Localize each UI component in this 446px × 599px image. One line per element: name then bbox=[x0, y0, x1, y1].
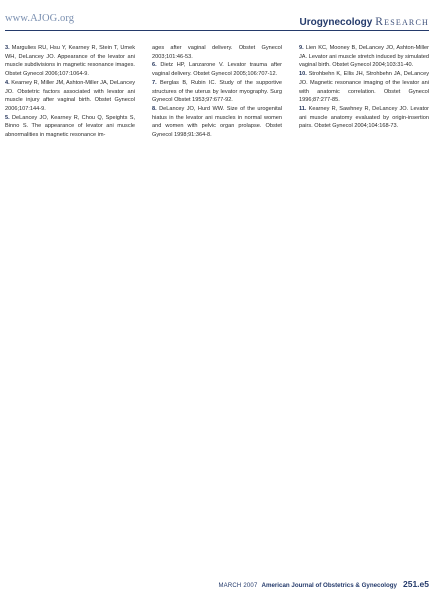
reference-number: 8. bbox=[152, 105, 157, 112]
reference-number: 5. bbox=[5, 114, 10, 121]
reference-text: Strohbehn K, Ellis JH, Strohbehn JA, DeLancey JO. Magnetic resonance imaging of the levator ani with anatomic correlation. Obstet Gynecol 1996;87:277-85. bbox=[299, 71, 430, 104]
journal-ampersand: & bbox=[355, 582, 360, 589]
reference-item bbox=[5, 44, 135, 79]
page-header bbox=[5, 13, 429, 29]
header-divider bbox=[5, 30, 429, 31]
reference-text: Kearney R, Miller JM, Ashton-Miller JA, DeLancey JO. Obstetric factors associated with levator ani muscle injury after vaginal birth. Obstet Gynecol 2006;107:144-9. bbox=[5, 79, 135, 112]
page-footer bbox=[218, 574, 429, 592]
reference-text: Lien KC, Mooney B, DeLancey JO, Ashton-Miller JA. Levator ani muscle stretch induced by simulated vaginal birth. Obstet Gynecol 2004;103:31-40. bbox=[299, 45, 429, 69]
references-column-3 bbox=[299, 44, 429, 131]
reference-number: 6. bbox=[152, 62, 157, 69]
reference-number: 3. bbox=[5, 45, 10, 51]
reference-item bbox=[299, 105, 429, 131]
reference-text: Berglas B, Rubin IC. Study of the supportive structures of the uterus by levator myography. Surg Gynecol Obstet 1953;97:677-92. bbox=[152, 79, 282, 104]
section-heading bbox=[299, 12, 429, 30]
reference-item bbox=[152, 105, 282, 140]
reference-text: Dietz HP, Lanzarone V. Levator trauma after vaginal delivery. Obstet Gynecol 2005;106:707-12. bbox=[152, 62, 283, 78]
reference-text: ages after vaginal delivery. Obstet Gynecol 2003;101:46-53. bbox=[152, 45, 282, 60]
reference-number: 11. bbox=[299, 105, 307, 112]
issue-date: MARCH 2007 bbox=[218, 583, 258, 589]
journal-name bbox=[261, 582, 397, 589]
reference-item bbox=[5, 114, 135, 140]
journal-site-url[interactable]: www.AJOG.org bbox=[5, 13, 75, 24]
section-name: Urogynecology bbox=[299, 17, 373, 28]
reference-continuation bbox=[152, 44, 282, 61]
reference-item bbox=[299, 70, 429, 105]
reference-number: 4. bbox=[5, 79, 10, 86]
references-column-2 bbox=[152, 44, 282, 140]
reference-number: 10. bbox=[299, 71, 307, 78]
section-label: Research bbox=[375, 16, 429, 28]
reference-number: 9. bbox=[299, 45, 304, 51]
reference-item bbox=[152, 61, 282, 78]
journal-name-part2: Gynecology bbox=[361, 582, 397, 589]
page-number: 251.e5 bbox=[403, 579, 429, 589]
reference-item bbox=[299, 44, 429, 70]
references-column-1 bbox=[5, 44, 135, 140]
reference-number: 7. bbox=[152, 79, 157, 86]
reference-text: DeLancey JO, Kearney R, Chou Q, Speights S, Binno S. The appearance of levator ani muscle abnormalities in magnetic resonance im- bbox=[5, 114, 135, 139]
reference-item bbox=[152, 79, 282, 105]
reference-text: Kearney R, Sawhney R, DeLancey JO. Levator ani muscle anatomy evaluated by origin-insertion pairs. Obstet Gynecol 2004;104:168-73. bbox=[299, 105, 429, 130]
reference-text: Margulies RU, Hsu Y, Kearney R, Stein T, Umek WH, DeLancey JO. Appearance of the levator ani muscle subdivisions in magnetic resonance images. Obstet Gynecol 2006;107:1064-9. bbox=[5, 45, 136, 78]
reference-item bbox=[5, 79, 135, 114]
reference-text: DeLancey JO, Hurd WW. Size of the urogenital hiatus in the levator ani muscles in normal women and women with pelvic organ prolapse. Obstet Gynecol 1998;91:364-8. bbox=[152, 105, 282, 139]
journal-name-part1: American Journal of Obstetrics bbox=[261, 582, 354, 589]
